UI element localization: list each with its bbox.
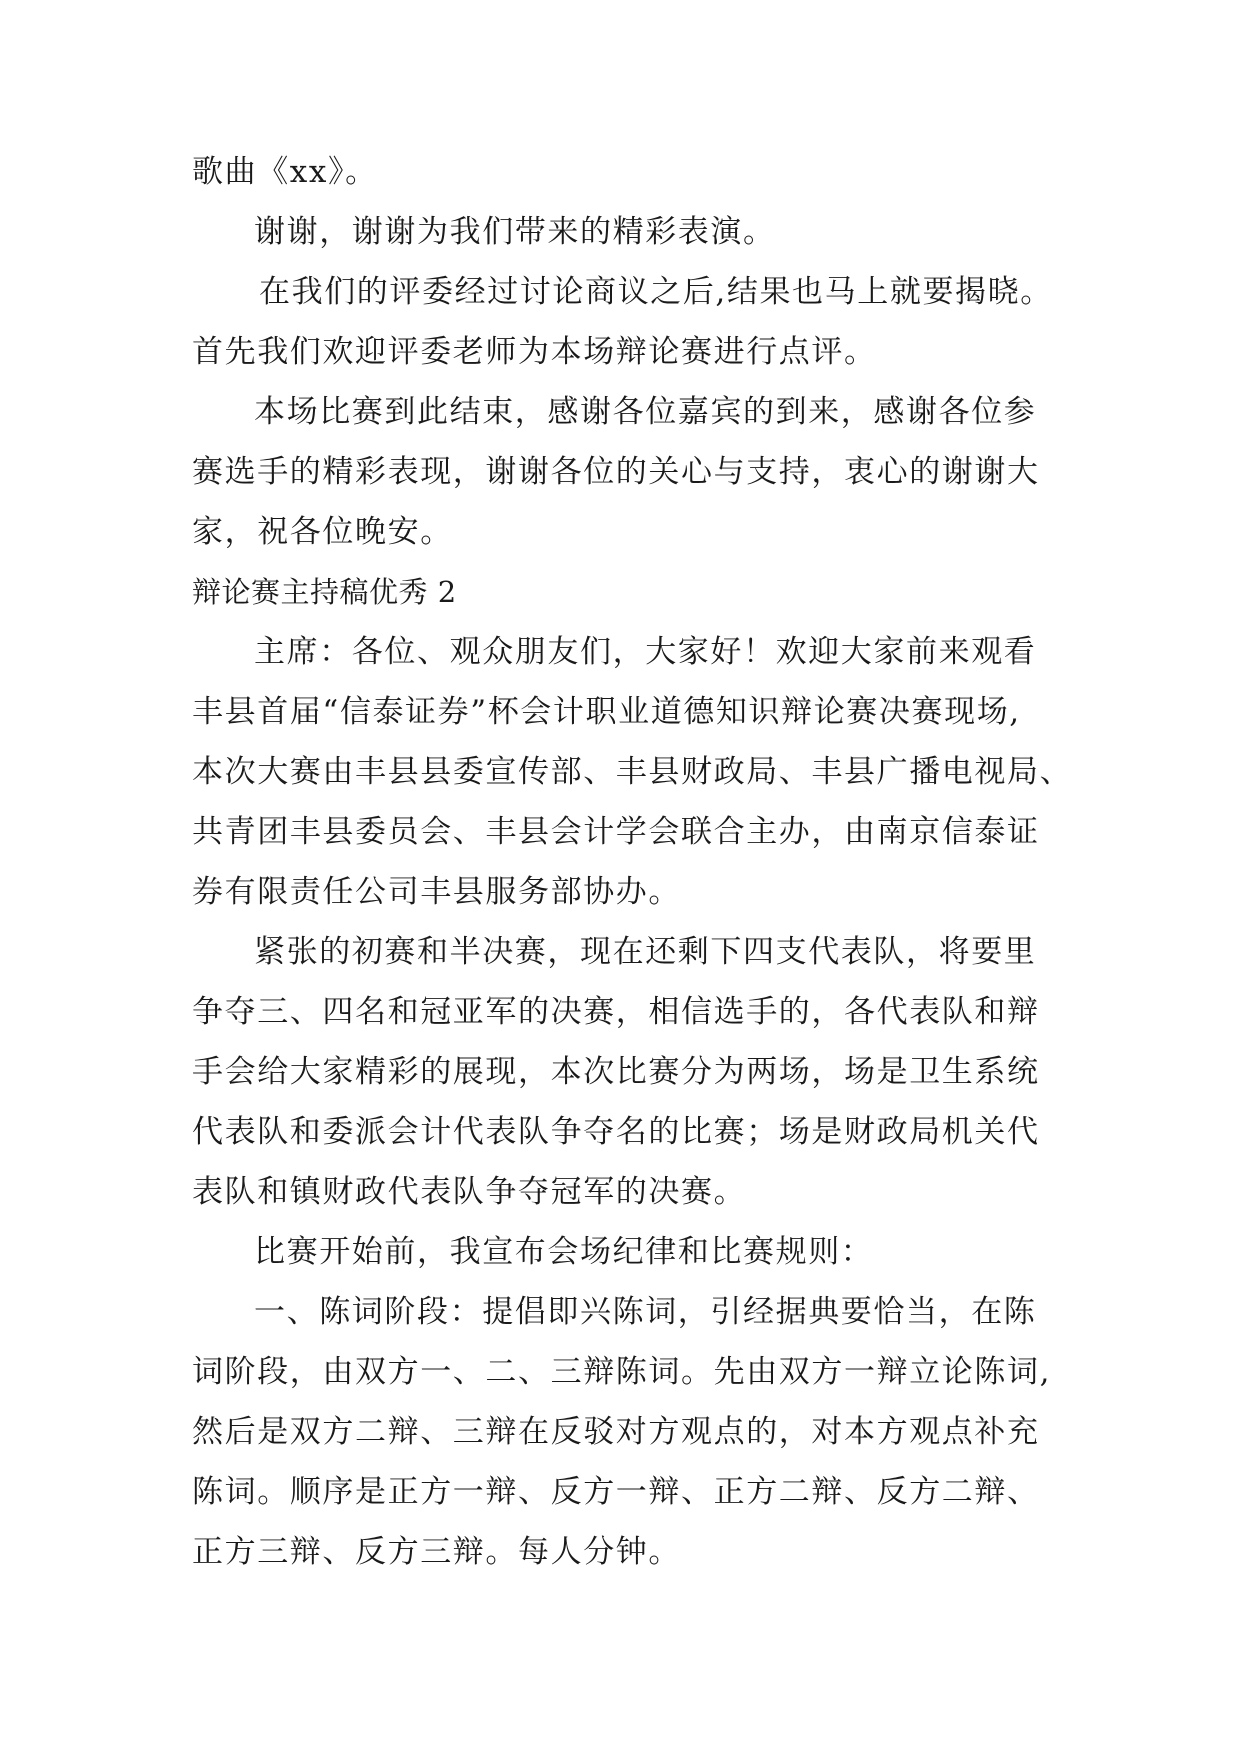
text-line-2: 谢谢，谢谢为我们带来的精彩表演。	[254, 214, 776, 250]
text-line-19: 比赛开始前，我宣布会场纪律和比赛规则：	[254, 1234, 874, 1270]
text-line-6: 赛选手的精彩表现，谢谢各位的关心与支持，衷心的谢谢大	[192, 454, 1040, 490]
text-line-4: 首先我们欢迎评委老师为本场辩论赛进行点评。	[192, 334, 877, 370]
text-line-15: 争夺三、四名和冠亚军的决赛，相信选手的，各代表队和辩	[192, 994, 1040, 1030]
text-line-23: 陈词。顺序是正方一辩、反方一辩、正方二辩、反方二辩、	[192, 1474, 1040, 1510]
text-line-11: 本次大赛由丰县县委宣传部、丰县财政局、丰县广播电视局、	[192, 754, 1073, 790]
text-line-21: 词阶段，由双方一、二、三辩陈词。先由双方一辩立论陈词,	[192, 1354, 1052, 1390]
text-line-22: 然后是双方二辩、三辩在反驳对方观点的，对本方观点补充	[192, 1414, 1040, 1450]
text-line-7: 家，祝各位晚安。	[192, 514, 453, 550]
text-line-5: 本场比赛到此结束，感谢各位嘉宾的到来，感谢各位参	[254, 394, 1037, 430]
text-line-24: 正方三辩、反方三辩。每人分钟。	[192, 1534, 681, 1570]
text-line-12: 共青团丰县委员会、丰县会计学会联合主办，由南京信泰证	[192, 814, 1040, 850]
text-line-18: 表队和镇财政代表队争夺冠军的决赛。	[192, 1174, 747, 1210]
text-line-13: 券有限责任公司丰县服务部协办。	[192, 874, 681, 910]
section-heading: 辩论赛主持稿优秀 2	[192, 575, 457, 609]
text-line-14: 紧张的初赛和半决赛，现在还剩下四支代表队，将要里	[254, 934, 1037, 970]
text-line-10: 丰县首届“信泰证券”杯会计职业道德知识辩论赛决赛现场,	[192, 694, 1021, 730]
text-line-3: 在我们的评委经过讨论商议之后,结果也马上就要揭晓。	[259, 274, 1053, 310]
text-line-16: 手会给大家精彩的展现，本次比赛分为两场，场是卫生系统	[192, 1054, 1040, 1090]
text-line-17: 代表队和委派会计代表队争夺名的比赛；场是财政局机关代	[192, 1114, 1040, 1150]
text-line-1: 歌曲《xx》。	[192, 154, 378, 190]
text-line-20: 一、陈词阶段：提倡即兴陈词，引经据典要恰当，在陈	[254, 1294, 1037, 1330]
text-line-9: 主席：各位、观众朋友们，大家好！欢迎大家前来观看	[254, 634, 1037, 670]
